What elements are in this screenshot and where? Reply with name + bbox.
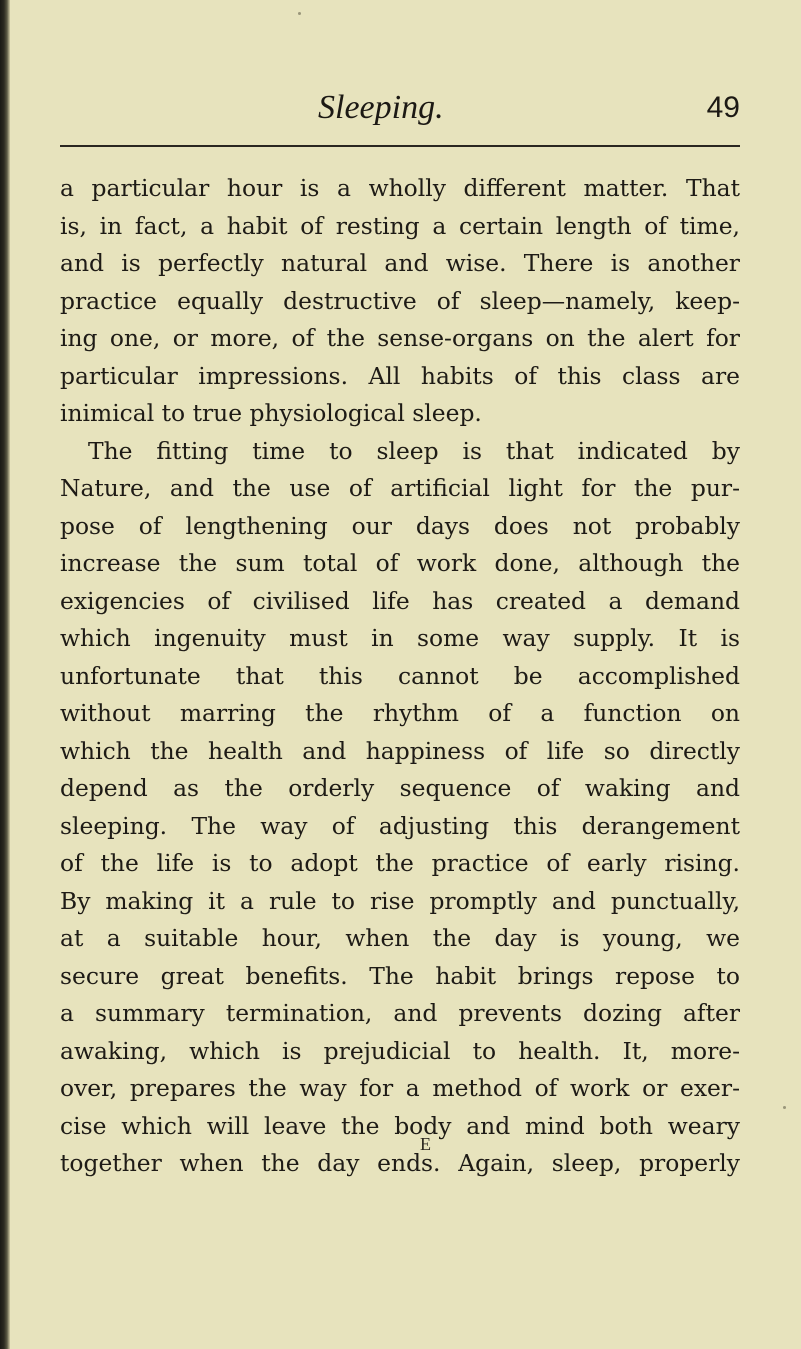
text-line: particular impressions. All habits of this class are: [60, 361, 740, 390]
text-line: awaking, which is prejudicial to health. It, more-: [60, 1036, 740, 1065]
text-line: is, in fact, a habit of resting a certain length of time,: [60, 211, 740, 240]
text-line: exigencies of civilised life has created a demand: [60, 586, 740, 615]
text-line: secure great benefits. The habit brings repose to: [60, 961, 740, 990]
text-line: depend as the orderly sequence of waking and: [60, 774, 740, 802]
text-line: practice equally destructive of sleep—namely, keep-: [60, 286, 740, 315]
text-line: which the health and happiness of life so directly: [60, 736, 740, 765]
paper-speck: [783, 1106, 786, 1109]
text-line: a summary termination, and prevents dozing after: [60, 999, 740, 1027]
page-number: 49: [706, 91, 740, 124]
text-line: Nature, and the use of artificial light for the pur-: [60, 474, 740, 502]
text-line: without marring the rhythm of a function on: [60, 699, 740, 727]
text-line: By making it a rule to rise promptly and punctually,: [60, 886, 740, 915]
book-binding-edge: [0, 0, 10, 1349]
text-line: together when the day ends. Again, sleep, properly: [60, 1149, 740, 1177]
text-line: sleeping. The way of adjusting this derangement: [60, 811, 740, 840]
text-line: a particular hour is a wholly different matter. That: [60, 174, 740, 202]
text-line: and is perfectly natural and wise. There is another: [60, 249, 740, 277]
header-rule: [60, 145, 740, 147]
text-line: over, prepares the way for a method of work or exer-: [60, 1074, 740, 1102]
text-line: ing one, or more, of the sense-organs on the alert for: [60, 324, 740, 352]
text-line: which ingenuity must in some way supply. It is: [60, 624, 740, 652]
book-page: [60, 0, 740, 1349]
paragraph-end-line: inimical to true physiological sleep.: [60, 399, 482, 427]
text-line: increase the sum total of work done, although the: [60, 549, 740, 577]
text-line: of the life is to adopt the practice of early rising.: [60, 849, 740, 877]
text-line: at a suitable hour, when the day is young, we: [60, 924, 740, 952]
running-title: Sleeping.: [318, 89, 444, 126]
body-text: [60, 170, 740, 1183]
paper-speck: [298, 12, 301, 15]
text-line: unfortunate that this cannot be accomplished: [60, 661, 740, 690]
signature-mark: E: [420, 1134, 431, 1154]
paragraph-start-line: The fitting time to sleep is that indicated by: [88, 436, 740, 465]
text-line: cise which will leave the body and mind both weary: [60, 1111, 740, 1140]
running-head: [60, 88, 740, 136]
text-line: pose of lengthening our days does not probably: [60, 511, 740, 540]
